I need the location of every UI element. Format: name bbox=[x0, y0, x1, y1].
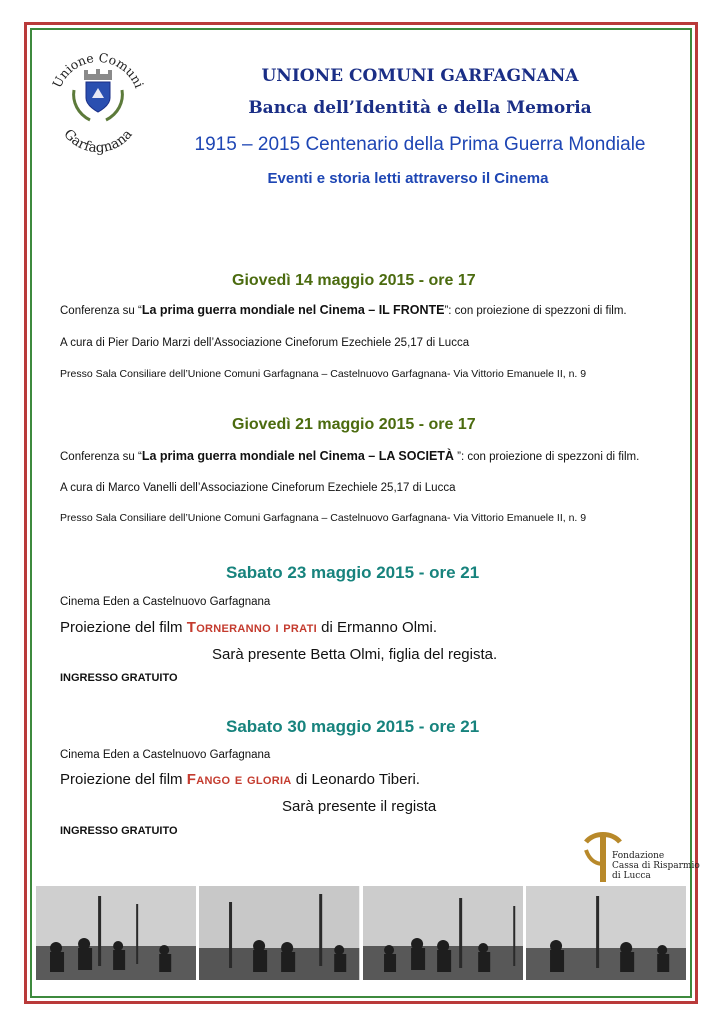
event-2-conference bbox=[60, 449, 639, 463]
centenary-title: 1915 – 2015 Centenario della Prima Guerra Mondiale bbox=[194, 134, 646, 155]
event-3-film-title: Torneranno i prati bbox=[186, 619, 317, 636]
event-2-date: Giovedì 21 maggio 2015 - ore 17 bbox=[232, 416, 476, 433]
event-2-venue: Presso Sala Consiliare dell’Unione Comuni Garfagnana – Castelnuovo Garfagnana- Via Vittorio Emanuele II, n. 9 bbox=[60, 512, 587, 524]
event-4-entry: INGRESSO GRATUITO bbox=[60, 825, 178, 837]
event-1-curator: A cura di Pier Dario Marzi dell’Associazione Cineforum Ezechiele 25,17 di Lucca bbox=[60, 337, 470, 349]
event-3-location: Cinema Eden a Castelnuovo Garfagnana bbox=[60, 596, 271, 608]
org-title: UNIONE COMUNI GARFAGNANA bbox=[261, 66, 579, 86]
event-4-date: Sabato 30 maggio 2015 - ore 21 bbox=[226, 717, 480, 736]
event-1-conf-prefix: Conferenza su “ bbox=[60, 305, 142, 317]
event-2-conf-prefix: Conferenza su “ bbox=[60, 451, 142, 463]
sponsor-line-3: di Lucca bbox=[612, 871, 651, 881]
bank-title: Banca dell’Identità e della Memoria bbox=[248, 98, 592, 118]
event-3-date: Sabato 23 maggio 2015 - ore 21 bbox=[226, 563, 480, 582]
event-4-proj-suffix: di Leonardo Tiberi. bbox=[291, 771, 420, 788]
event-4-proj-prefix: Proiezione del film bbox=[60, 771, 187, 788]
sponsor-line-1: Fondazione bbox=[612, 851, 665, 861]
event-2-curator: A cura di Marco Vanelli dell’Associazione Cineforum Ezechiele 25,17 di Lucca bbox=[60, 482, 456, 494]
film-still-image bbox=[199, 886, 359, 980]
event-1-venue: Presso Sala Consiliare dell’Unione Comuni Garfagnana – Castelnuovo Garfagnana- Via Vittorio Emanuele II, n. 9 bbox=[60, 368, 587, 380]
event-1-conference bbox=[60, 303, 627, 317]
event-3-projection bbox=[60, 619, 437, 636]
logo-text-bottom: Garfagnana bbox=[60, 126, 136, 157]
event-2-conf-suffix: ”: con proiezione di spezzoni di film. bbox=[453, 451, 640, 463]
event-4-projection bbox=[60, 771, 420, 788]
event-3-entry: INGRESSO GRATUITO bbox=[60, 672, 178, 684]
event-4-guest: Sarà presente il regista bbox=[282, 798, 437, 815]
event-3-proj-suffix: di Ermanno Olmi. bbox=[316, 619, 438, 636]
event-3-guest: Sarà presente Betta Olmi, figlia del regista. bbox=[212, 646, 498, 663]
sponsor-line-2: Cassa di Risparmio bbox=[612, 861, 700, 871]
event-4-location: Cinema Eden a Castelnuovo Garfagnana bbox=[60, 749, 271, 761]
film-still-image bbox=[526, 886, 686, 980]
event-3-proj-prefix: Proiezione del film bbox=[60, 619, 187, 636]
event-1-date: Giovedì 14 maggio 2015 - ore 17 bbox=[232, 272, 476, 289]
event-1-conf-title: La prima guerra mondiale nel Cinema – IL FRONTE bbox=[141, 303, 445, 317]
event-4-film-title: Fango e gloria bbox=[186, 771, 292, 788]
event-2-conf-title: La prima guerra mondiale nel Cinema – LA SOCIETÀ bbox=[141, 449, 454, 463]
film-still-image bbox=[363, 886, 523, 980]
film-still-image bbox=[36, 886, 196, 980]
logo-text-top: Unione Comuni bbox=[49, 49, 147, 91]
series-subtitle: Eventi e storia letti attraverso il Cinema bbox=[267, 170, 549, 187]
sponsor-name bbox=[612, 851, 700, 881]
event-1-conf-suffix: ”: con proiezione di spezzoni di film. bbox=[444, 305, 627, 317]
film-still-strip bbox=[36, 886, 686, 980]
